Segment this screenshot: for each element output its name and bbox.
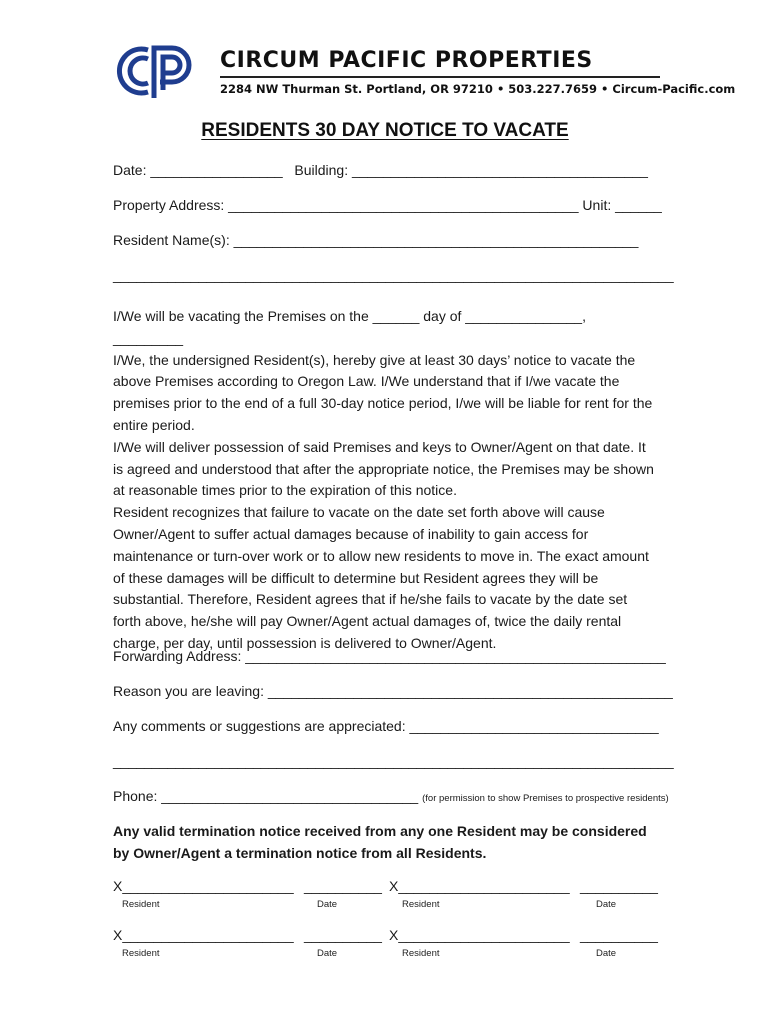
date-line-2[interactable]: __________ <box>580 878 658 894</box>
resident-label: Resident <box>402 899 440 910</box>
resident-label: Resident <box>122 948 160 959</box>
resident-signature-3[interactable]: X______________________ <box>113 927 294 943</box>
notice-paragraph-1: I/We, the undersigned Resident(s), hereby give at least 30 days’ notice to vacate the above Premises according to Oregon Law. I/We understand that if I/we vacate the premises prior to the end of a full 30-day notice period, I/we will be liable for rent for the entire period. <box>113 351 653 433</box>
comments-continued[interactable]: ________________________________________________________________________ <box>113 753 674 769</box>
vacating-date-line[interactable]: I/We will be vacating the Premises on the ______ day of _______________, _________ <box>113 308 586 346</box>
resident-names-field[interactable]: Resident Name(s): ____________________________________________________ <box>113 232 639 248</box>
notice-paragraph-3: Resident recognizes that failure to vacate on the date set forth above will cause Owner/Agent to suffer actual damages because of inability to gain access for maintenance or turn-over work or to allow new residents to move in. The exact amount of these damages will be difficult to determine but Resident agrees they will be substantial. Therefore, Resident agrees that if he/she fails to vacate by the date set forth above, he/she will pay Owner/Agent actual damages of, twice the daily rental charge, per day, until possession is delivered to Owner/Agent. <box>113 504 649 651</box>
date-label: Date <box>596 948 617 959</box>
date-label: Date <box>596 899 617 910</box>
date-line-3[interactable]: __________ <box>304 927 382 943</box>
date-line-1[interactable]: __________ <box>304 878 382 894</box>
date-label: Date <box>317 948 338 959</box>
termination-notice: Any valid termination notice received from any one Resident may be considered by Owner/Agent a termination notice from all Residents. <box>113 823 647 861</box>
phone-note: (for permission to show Premises to prospective residents) <box>422 793 669 804</box>
document-title: RESIDENTS 30 DAY NOTICE TO VACATE <box>201 120 569 141</box>
company-name: CIRCUM PACIFIC PROPERTIES <box>220 48 593 73</box>
phone-field[interactable]: Phone: _________________________________ <box>113 788 419 804</box>
notice-body <box>113 306 658 655</box>
resident-label: Resident <box>402 948 440 959</box>
resident-signature-1[interactable]: X______________________ <box>113 878 294 894</box>
resident-signature-4[interactable]: X______________________ <box>389 927 570 943</box>
phone-row <box>113 788 669 804</box>
resident-signature-2[interactable]: X______________________ <box>389 878 570 894</box>
company-contact: 2284 NW Thurman St. Portland, OR 97210 • 503.227.7659 • Circum-Pacific.com <box>220 82 736 96</box>
comments-field[interactable]: Any comments or suggestions are appreciated: ________________________________ <box>113 718 659 734</box>
building-field[interactable]: Building: ______________________________________ <box>294 162 648 178</box>
reason-leaving-field[interactable]: Reason you are leaving: ____________________________________________________ <box>113 683 673 699</box>
date-line-4[interactable]: __________ <box>580 927 658 943</box>
company-logo <box>108 40 200 102</box>
date-field[interactable]: Date: _________________ Building: ______________________________________ <box>113 162 648 178</box>
resident-label: Resident <box>122 899 160 910</box>
header-rule <box>220 76 660 78</box>
forwarding-address-field[interactable]: Forwarding Address: ______________________________________________________ <box>113 648 666 664</box>
notice-paragraph-2: I/We will deliver possession of said Premises and keys to Owner/Agent on that date. It is agreed and understood that after the appropriate notice, the Premises may be shown at reasonable times prior to the expiration of this notice. <box>113 438 654 499</box>
property-address-field[interactable]: Property Address: _____________________________________________ Unit: ______ <box>113 197 662 213</box>
date-label: Date <box>317 899 338 910</box>
resident-names-continued[interactable]: ________________________________________________________________________ <box>113 267 674 283</box>
